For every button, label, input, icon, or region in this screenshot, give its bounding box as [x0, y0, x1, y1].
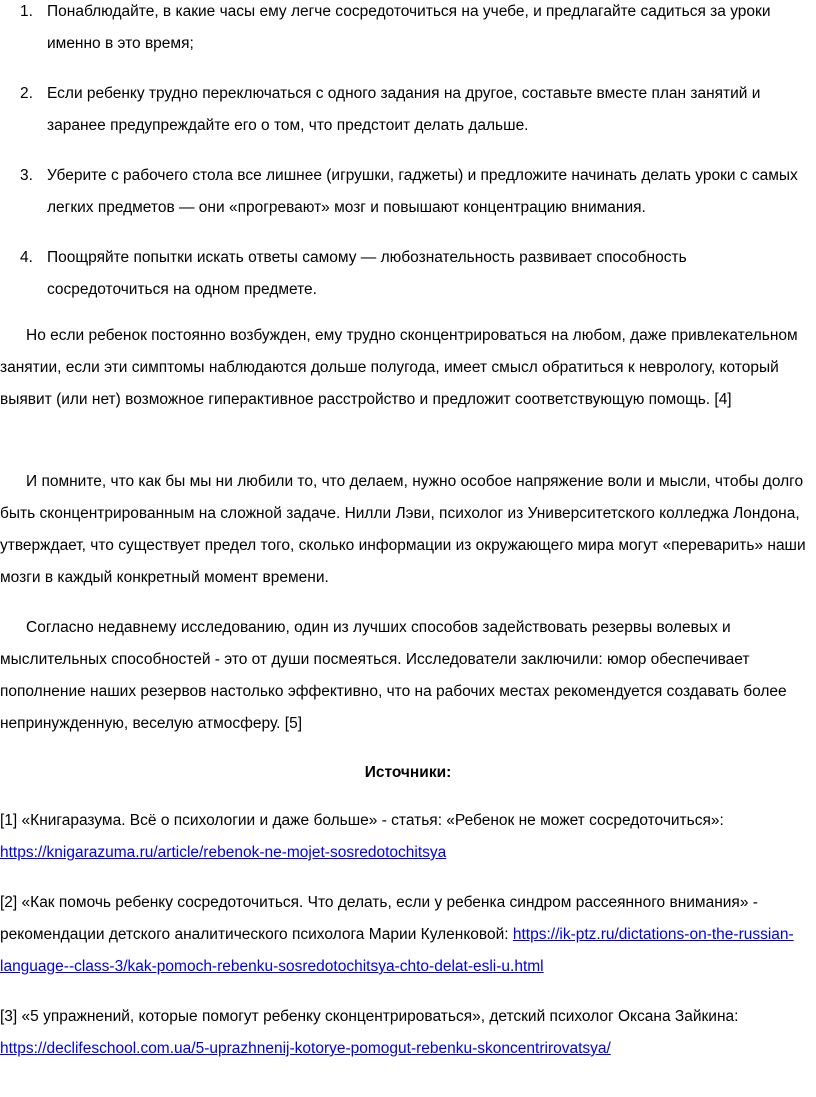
list-item-number: 4.: [20, 249, 33, 266]
list-item-text: Если ребенку трудно переключаться с одного задания на другое, составьте вместе план занятий и заранее предупреждайте его о том, что предстоит делать дальше.: [47, 85, 761, 134]
source-text: [2] «Как помочь ребенку сосредоточиться. Что делать, если у ребенка синдром рассеянного внимания» - рекомендации детского аналитического психолога Марии Куленковой:: [0, 894, 758, 943]
source-text: [1] «Книгаразума. Всё о психологии и даже больше» - статья: «Ребенок не может сосредоточиться»:: [0, 812, 724, 829]
list-item-text: Понаблюдайте, в какие часы ему легче сосредоточиться на учебе, и предлагайте садиться за уроки именно в это время;: [47, 3, 771, 52]
paragraph-text: Но если ребенок постоянно возбужден, ему трудно сконцентрироваться на любом, даже привлекательном занятии, если эти симптомы наблюдаются дольше полугода, имеет смысл обратиться к неврологу, который выявит (или нет) возможное гиперактивное расстройство и предложит соответствующую помощь. [4]: [0, 327, 798, 408]
source-link[interactable]: https://ik-ptz.ru/dictations-on-the-russian-language--class-3/kak-pomoch-rebenku-sosredotochitsya-chto-delat-esli-u.html: [0, 926, 794, 975]
source-link[interactable]: https://declifeschool.com.ua/5-uprazhnenij-kotorye-pomogut-rebenku-skoncentrirovatsya/: [0, 1040, 611, 1057]
tips-list: [0, 0, 816, 324]
body-paragraph-neurologist: [0, 320, 808, 416]
sources-heading: Источники:: [364, 764, 452, 781]
list-item-text: Уберите с рабочего стола все лишнее (игрушки, гаджеты) и предложите начинать делать уроки с самых легких предметов — они «прогревают» мозг и повышают концентрацию внимания.: [47, 167, 798, 216]
list-item: [0, 0, 816, 60]
paragraph-text: Согласно недавнему исследованию, один из лучших способов задействовать резервы волевых и мыслительных способностей - это от души посмеяться. Исследователи заключили: юмор обеспечивает пополнение наших резервов настолько эффективно, что на рабочих местах рекомендуется создавать более непринужденную, веселую атмосферу. [5]: [0, 619, 787, 732]
list-item: [0, 242, 816, 306]
list-item-number: 3.: [20, 167, 33, 184]
list-item-number: 2.: [20, 85, 33, 102]
paragraph-text: И помните, что как бы мы ни любили то, что делаем, нужно особое напряжение воли и мысли, чтобы долго быть сконцентрированным на сложной задаче. Нилли Лэви, психолог из Университетского колледжа Лондона, утверждает, что существует предел того, сколько информации из окружающего мира могут «переварить» наши мозги в каждый конкретный момент времени.: [0, 473, 806, 586]
list-item-number: 1.: [20, 3, 33, 20]
body-paragraph-concentration-limit: [0, 466, 808, 594]
source-item: [0, 887, 812, 983]
source-link[interactable]: https://knigarazuma.ru/article/rebenok-ne-mojet-sosredotochitsya: [0, 844, 447, 861]
source-item: [0, 805, 812, 869]
list-item: [0, 78, 816, 142]
list-item-text: Поощряйте попытки искать ответы самому — любознательность развивает способность сосредоточиться на одном предмете.: [47, 249, 687, 298]
source-text: [3] «5 упражнений, которые помогут ребенку сконцентрироваться», детский психолог Оксана Зайкина:: [0, 1008, 739, 1025]
sources-list: [0, 805, 812, 1083]
source-item: [0, 1001, 812, 1065]
list-item: [0, 160, 816, 224]
body-paragraph-humor: [0, 612, 808, 740]
